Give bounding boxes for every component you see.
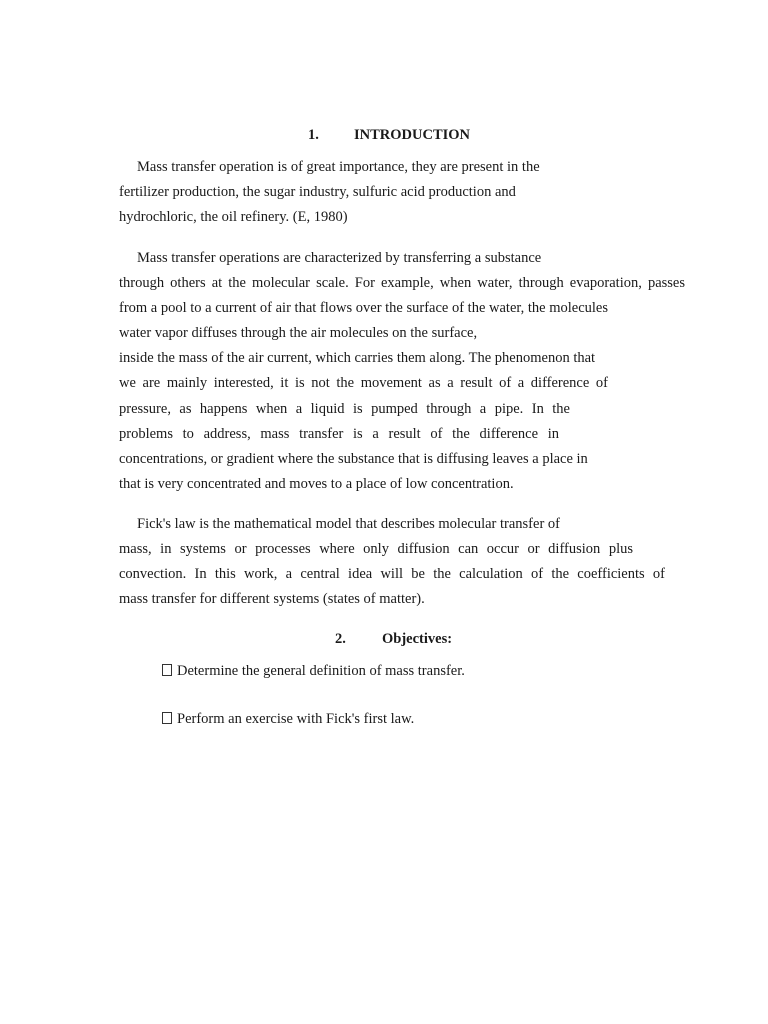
- paragraph-line: hydrochloric, the oil refinery. (E, 1980): [119, 209, 348, 225]
- paragraph-line: that is very concentrated and moves to a place of low concentration.: [119, 476, 514, 492]
- paragraph-line: through others at the molecular scale. For example, when water, through evaporation, passes: [119, 275, 685, 291]
- paragraph-line: water vapor diffuses through the air molecules on the surface,: [119, 325, 478, 341]
- paragraph-line: pressure, as happens when a liquid is pumped through a pipe. In the: [119, 401, 570, 417]
- objective-text: Perform an exercise with Fick's first law.: [177, 711, 415, 727]
- objective-item: [162, 709, 414, 729]
- paragraph-line: problems to address, mass transfer is a result of the difference in: [119, 426, 559, 442]
- paragraph-line: we are mainly interested, it is not the movement as a result of a difference of: [119, 375, 608, 391]
- paragraph-line: Mass transfer operation is of great importance, they are present in the: [137, 159, 540, 175]
- paragraph-line: inside the mass of the air current, which carries them along. The phenomenon that: [119, 350, 596, 366]
- bullet-box-icon: [162, 664, 172, 676]
- section-number: 2.: [335, 631, 346, 647]
- paragraph-line: from a pool to a current of air that flows over the surface of the water, the molecules: [119, 300, 609, 316]
- section-number: 1.: [308, 127, 319, 143]
- bullet-box-icon: [162, 712, 172, 724]
- paragraph-line: Mass transfer operations are characterized by transferring a substance: [137, 250, 542, 266]
- paragraph-line: mass, in systems or processes where only diffusion can occur or diffusion plus: [119, 541, 633, 557]
- section-heading-introduction: [308, 127, 470, 144]
- section-heading-objectives: [335, 631, 452, 648]
- paragraph-line: concentrations, or gradient where the substance that is diffusing leaves a place in: [119, 451, 588, 467]
- paragraph-line: fertilizer production, the sugar industry, sulfuric acid production and: [119, 184, 516, 200]
- paragraph-line: Fick's law is the mathematical model that describes molecular transfer of: [137, 516, 560, 532]
- section-title: INTRODUCTION: [354, 127, 471, 143]
- objective-text: Determine the general definition of mass transfer.: [177, 663, 465, 679]
- paragraph-line: mass transfer for different systems (states of matter).: [119, 591, 425, 607]
- paragraph-line: convection. In this work, a central idea will be the calculation of the coefficients of: [119, 566, 665, 582]
- section-title: Objectives:: [382, 631, 453, 647]
- objective-item: [162, 661, 465, 681]
